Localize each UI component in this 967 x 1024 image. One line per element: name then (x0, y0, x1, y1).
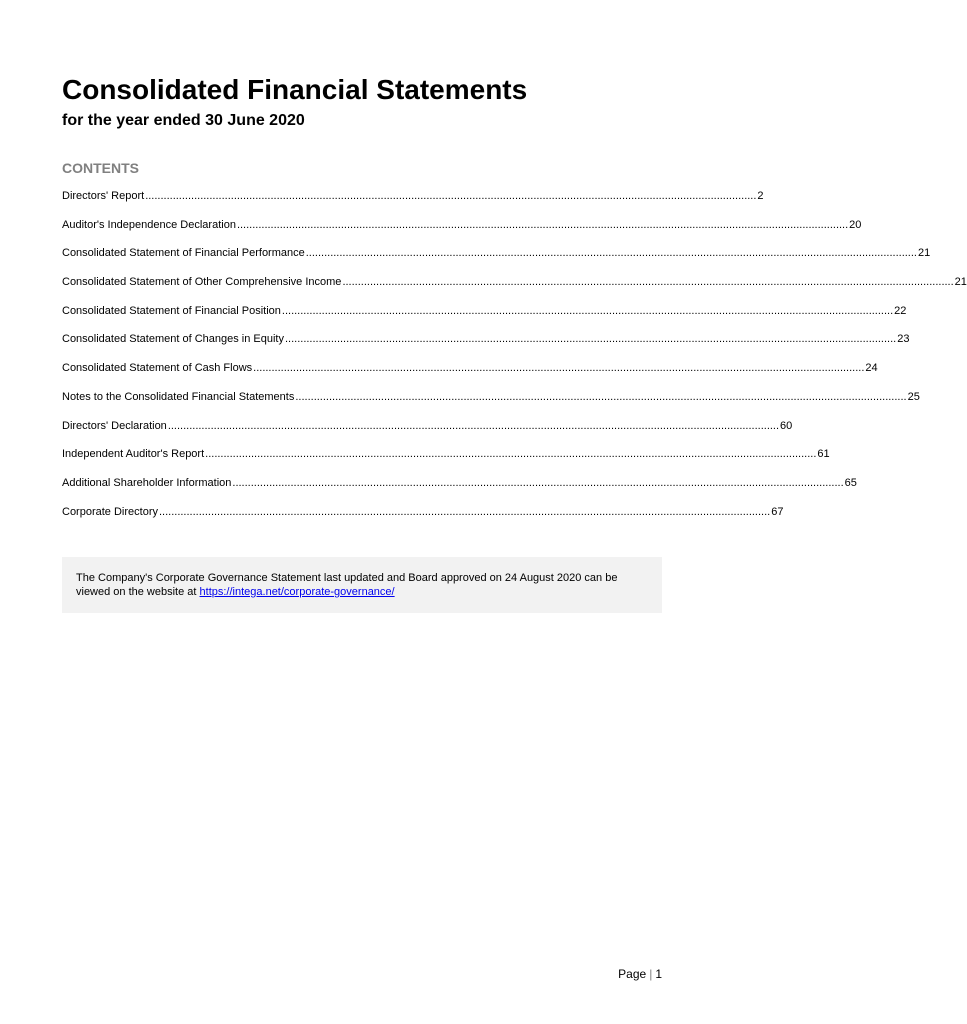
page-separator: | (649, 967, 653, 981)
toc-entry-page: 21 (954, 276, 967, 289)
toc-entry-statement-cash-flows[interactable] (62, 361, 878, 390)
toc-dot-leader: ........................................................................................................................................................................................................ (236, 218, 849, 231)
toc-entry-page: 21 (917, 247, 931, 260)
toc-entry-label: Notes to the Consolidated Financial Statements (62, 390, 295, 403)
toc-entry-label: Auditor's Independence Declaration (62, 218, 236, 231)
toc-entry-page: 25 (907, 390, 920, 403)
toc-dot-leader: ........................................................................................................................................................................................................ (305, 247, 917, 260)
toc-entry-label: Consolidated Statement of Cash Flows (62, 362, 253, 375)
governance-link[interactable]: https://intega.net/corporate-governance/ (199, 586, 395, 598)
toc-entry-directors-report[interactable] (62, 189, 764, 218)
toc-entry-label: Consolidated Statement of Other Comprehensive Income (62, 276, 342, 289)
toc-entry-independent-auditors-report[interactable] (62, 447, 830, 476)
contents-heading: CONTENTS (62, 160, 139, 176)
toc-entry-page: 65 (844, 476, 857, 489)
toc-entry-corporate-directory[interactable] (62, 505, 784, 534)
toc-entry-statement-changes-in-equity[interactable] (62, 332, 910, 361)
toc-entry-label: Corporate Directory (62, 505, 158, 518)
toc-entry-page: 22 (894, 304, 907, 317)
toc-entry-label: Consolidated Statement of Financial Position (62, 304, 281, 317)
toc-entry-label: Independent Auditor's Report (62, 448, 205, 461)
toc-entry-label: Directors' Report (62, 190, 145, 202)
toc-entry-auditors-independence-declaration[interactable] (62, 218, 862, 247)
toc-entry-notes[interactable] (62, 390, 920, 419)
toc-entry-page: 24 (865, 362, 878, 375)
toc-entry-label: Consolidated Statement of Changes in Equity (62, 333, 284, 346)
toc-dot-leader: ........................................................................................................................................................................................................ (232, 476, 844, 489)
toc-entry-label: Directors' Declaration (62, 419, 167, 432)
page-label: Page (618, 967, 647, 981)
toc-dot-leader: ........................................................................................................................................................................................................ (167, 419, 780, 432)
toc-dot-leader: ........................................................................................................................................................................................................ (281, 304, 894, 317)
toc-entry-directors-declaration[interactable] (62, 419, 793, 448)
toc-dot-leader: ........................................................................................................................................................................................................ (145, 190, 757, 202)
governance-notice-box (62, 557, 662, 613)
toc-entry-statement-financial-position[interactable] (62, 304, 907, 333)
toc-entry-statement-other-comprehensive-income[interactable] (62, 275, 967, 304)
toc-entry-label: Additional Shareholder Information (62, 476, 232, 489)
toc-dot-leader: ........................................................................................................................................................................................................ (205, 448, 817, 461)
toc-dot-leader: ........................................................................................................................................................................................................ (342, 276, 954, 289)
document-title: Consolidated Financial Statements (62, 74, 528, 105)
toc-dot-leader: ........................................................................................................................................................................................................ (158, 505, 771, 518)
toc-entry-page: 60 (780, 419, 793, 432)
toc-dot-leader: ........................................................................................................................................................................................................ (295, 390, 907, 403)
toc-entry-page: 61 (817, 448, 830, 461)
page-footer (618, 967, 662, 981)
toc-dot-leader: ........................................................................................................................................................................................................ (253, 362, 865, 375)
toc-entry-label: Consolidated Statement of Financial Performance (62, 247, 305, 260)
toc-entry-page: 67 (771, 505, 784, 518)
page-number: 1 (655, 967, 662, 981)
toc-dot-leader: ........................................................................................................................................................................................................ (284, 333, 897, 346)
toc-entry-statement-financial-performance[interactable] (62, 246, 931, 275)
toc-entry-page: 20 (849, 218, 862, 231)
toc-entry-additional-shareholder-information[interactable] (62, 476, 857, 505)
toc-entry-page: 23 (897, 333, 910, 346)
governance-notice-text: The Company's Corporate Governance Statement last updated and Board approved on 24 August 2020 can be viewed on the website at (76, 572, 618, 598)
toc-entry-page: 2 (757, 190, 764, 202)
table-of-contents (62, 189, 967, 533)
document-subtitle: for the year ended 30 June 2020 (62, 112, 305, 129)
